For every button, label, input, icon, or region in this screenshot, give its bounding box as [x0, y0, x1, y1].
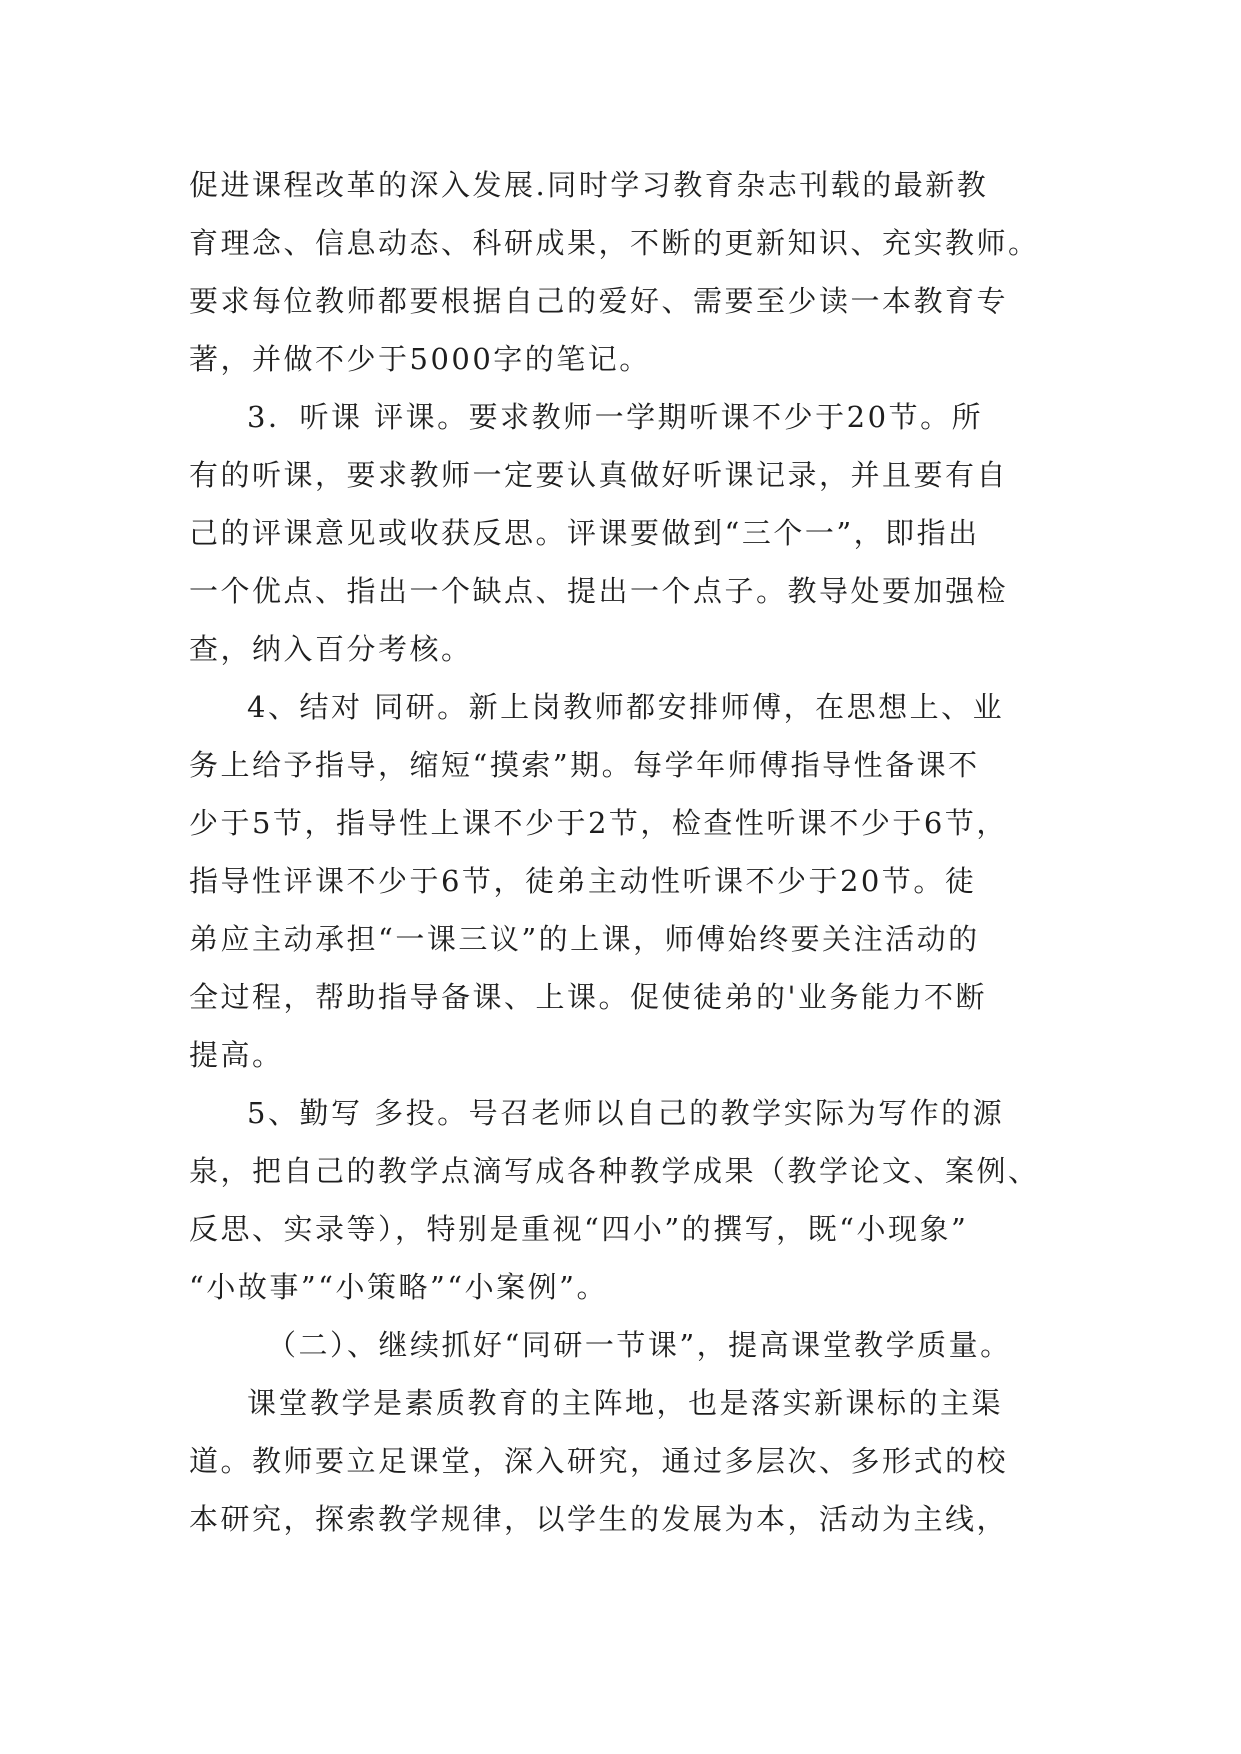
text-line: 著，并做不少于5000字的笔记。 [189, 342, 651, 376]
text-line: 本研究，探索教学规律，以学生的发展为本，活动为主线， [189, 1502, 1009, 1536]
text-line: 3．听课 评课。要求教师一学期听课不少于20节。所 [247, 400, 984, 434]
text-line: 查，纳入百分考核。 [189, 632, 473, 666]
text-line: 反思、实录等），特别是重视“四小”的撰写，既“小现象” [189, 1212, 969, 1246]
text-line: 务上给予指导，缩短“摸索”期。每学年师傅指导性备课不 [189, 748, 980, 782]
text-line: “小故事”“小策略”“小案例”。 [189, 1270, 608, 1304]
text-line: 4、结对 同研。新上岗教师都安排师傅，在思想上、业 [247, 690, 1005, 724]
text-line: 5、勤写 多投。号召老师以自己的教学实际为写作的源 [247, 1096, 1005, 1130]
text-line: 有的听课，要求教师一定要认真做好听课记录，并且要有自 [189, 458, 1009, 492]
text-line: 提高。 [189, 1038, 284, 1072]
text-line: 己的评课意见或收获反思。评课要做到“三个一”，即指出 [189, 516, 980, 550]
text-line: 促进课程改革的深入发展.同时学习教育杂志刊载的最新教 [189, 168, 989, 202]
text-line: 一个优点、指出一个缺点、提出一个点子。教导处要加强检 [189, 574, 1009, 608]
text-line: 弟应主动承担“一课三议”的上课，师傅始终要关注活动的 [189, 922, 980, 956]
text-line: 要求每位教师都要根据自己的爱好、需要至少读一本教育专 [189, 284, 1009, 318]
text-line: 少于5节，指导性上课不少于2节，检查性听课不少于6节， [189, 806, 1008, 840]
text-line: 泉，把自己的教学点滴写成各种教学成果（教学论文、案例、 [189, 1154, 1040, 1188]
section-heading: （二）、继续抓好“同研一节课”，提高课堂教学质量。 [267, 1328, 1012, 1362]
body-text [189, 156, 1089, 1548]
text-line: 道。教师要立足课堂，深入研究，通过多层次、多形式的校 [189, 1444, 1009, 1478]
text-line: 育理念、信息动态、科研成果，不断的更新知识、充实教师。 [189, 226, 1040, 260]
text-line: 指导性评课不少于6节，徒弟主动性听课不少于20节。徒 [189, 864, 977, 898]
text-line: 课堂教学是素质教育的主阵地，也是落实新课标的主渠 [247, 1386, 1004, 1420]
text-line: 全过程，帮助指导备课、上课。促使徒弟的'业务能力不断 [189, 980, 987, 1014]
